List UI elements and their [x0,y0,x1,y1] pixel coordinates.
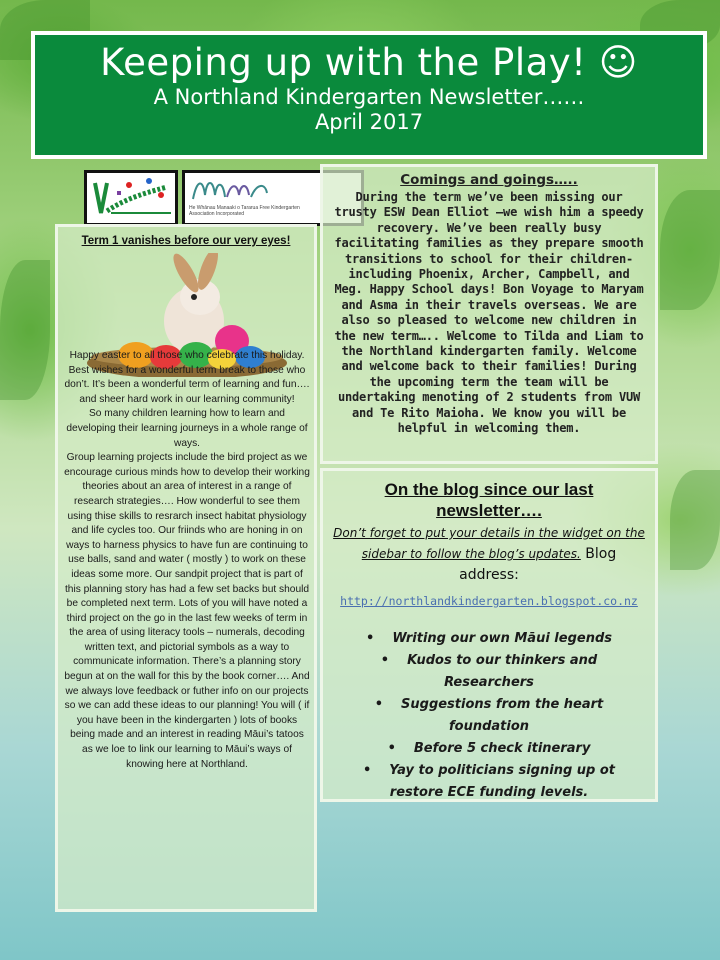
list-item-text: Kudos to our thinkers and Researchers [407,653,598,690]
list-item-text: Yay to politicians signing up ot restore ECE funding levels. [389,763,616,800]
bullet-icon: • [366,631,375,646]
term-summary-body: Happy easter to all those who celebrate this holiday. Best wishes for a wonderful term break to those who don’t. It’s been a wonderful term of learning and fun…. and sheer hard work in our learning community! So many children learning how to learn and developing their learning journeys in a whole range of ways. Group learning projects include the bird project as we encourage curious minds how to develop their working theories about an area of interest in a range of research strategies…. How wonderful to see them using thise skills to resrarch insect habitat physiology and life cycles too. Our friinds who are honing in on ways to harness physics to have fun are continuing to use balls, sand and water ( mostly ) to work on these ideas some more. Our sandpit project that is part of this planning story has had a few set backs but should be completed next term. Lots of you will have noted a third project on the go in the last few weeks of term in the area of using literacy tools – numerals, decoding written text, and pictorial symbols as a way to communicate information. There’s a planning story begun at on the wall for this by the book corner…. And we always love feedback or futher info on our projects so we can add these ideas to our planning! You will ( if you have been in the kindergarten ) lots of books being made and an interest in reading Māui’s tatoos as we loe to link our learning to Māui’s ways of knowing here at Northland. [64,350,310,770]
list-item [323,694,655,738]
comings-goings-heading: Comings and goings….. [400,172,578,188]
comings-goings-body: During the term we’ve been missing our trusty ESW Dean Elliot –we wish him a speedy recovery. We’ve been really busy facilitating families as they prepare smooth transitions to school for their children- including Phoenix, Archer, Campbell, and Meg. Happy School days! Bon Voyage to Maryam and Asma in their travels overseas. We are also so pleased to welcome new children in the new term….. Welcome to Tilda and Liam to the Northland kindergarten family. Welcome and welcome back to their families! During the upcoming term the team will be undertaking menoting of 2 students from VUW and Te Rito Maioha. We know you will be helpful in welcoming them. [334,190,644,436]
term-summary-panel [55,224,317,912]
kindergarten-logo [84,170,178,226]
blog-panel [320,468,658,802]
newsletter-title: Keeping up with the Play! ☺ [100,41,638,84]
leaf-decoration [0,260,50,400]
newsletter-header [31,31,707,159]
newsletter-date: April 2017 [314,110,424,134]
list-item-text: Writing our own Māui legends [392,631,612,646]
list-item [323,738,655,760]
blog-url-link[interactable]: http://northlandkindergarten.blogspot.co.nz [340,594,638,608]
bullet-icon: • [387,741,396,756]
blog-heading: On the blog since our last newsletter…. [384,480,594,520]
blog-topic-list [323,628,655,804]
list-item [323,650,655,694]
list-item [323,760,655,804]
comings-goings-panel [320,164,658,464]
newsletter-subtitle: A Northland Kindergarten Newsletter…… [153,85,585,109]
list-item [323,628,655,650]
association-logo-caption: He Whānau Manaaki o Tararua Free Kindergarten Association Incorporated [189,205,300,217]
list-item-text: Suggestions from the heart foundation [401,697,604,734]
bullet-icon: • [362,763,372,778]
blog-note [331,523,647,586]
bullet-icon: • [380,653,390,668]
bullet-icon: • [374,697,384,712]
leaf-decoration [670,470,720,570]
blog-follow-note: Don’t forget to put your details in the widget on the sidebar to follow the blog’s updates. [333,526,645,561]
blog-address-label: Blog address: [459,546,617,583]
list-item-text: Before 5 check itinerary [413,741,591,756]
leaf-decoration [660,190,720,310]
term-summary-heading: Term 1 vanishes before our very eyes! [81,235,291,247]
